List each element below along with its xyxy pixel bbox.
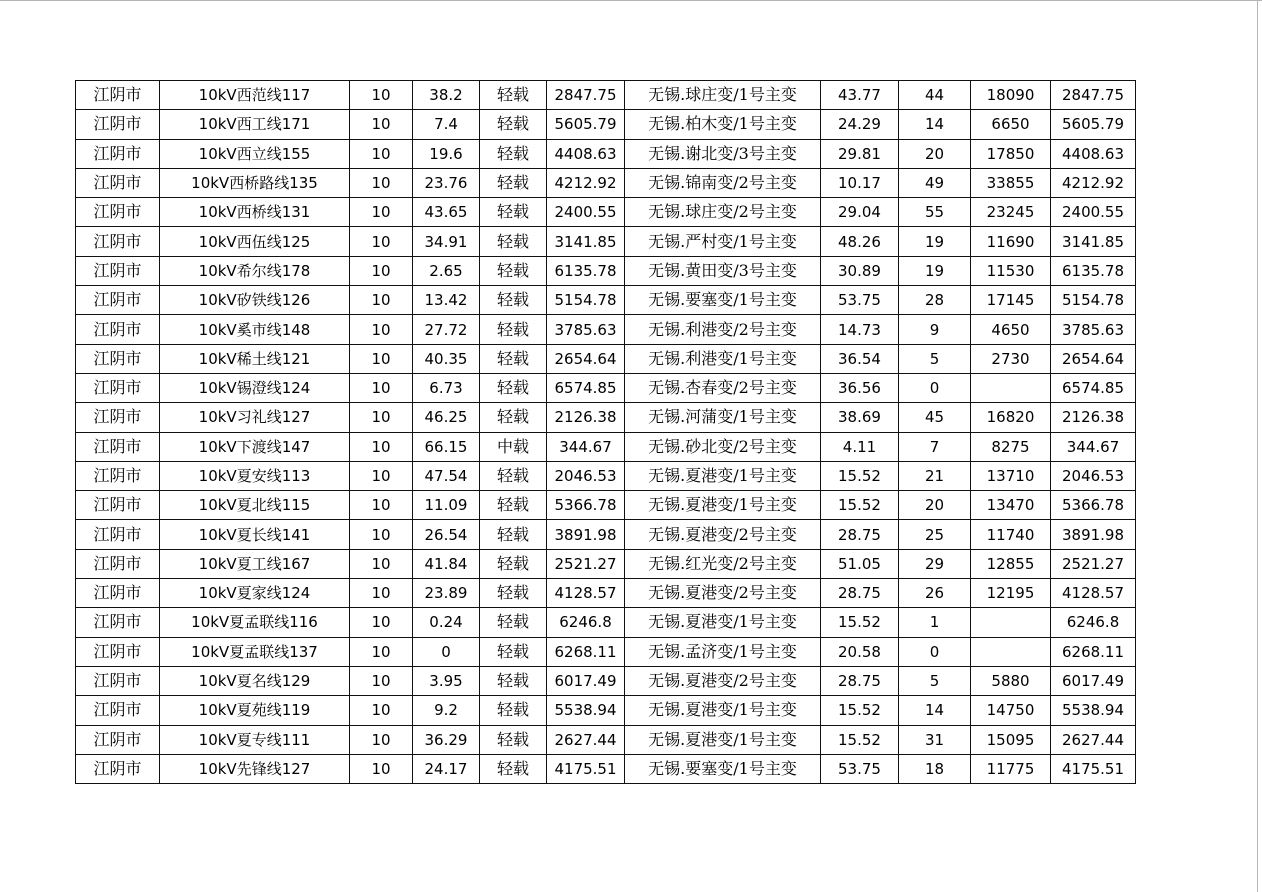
line-name-cell: 10kV习礼线127 [160,403,350,432]
value-cell: 6017.49 [547,666,625,695]
substation-cell: 无锡.黄田变/3号主变 [625,256,821,285]
voltage-cell: 10 [350,579,413,608]
value-cell: 2521.27 [547,549,625,578]
city-cell: 江阴市 [76,315,160,344]
substation-cell: 无锡.严村变/1号主变 [625,227,821,256]
table-row [76,579,1136,608]
substation-rate-cell: 28.75 [821,579,899,608]
value-repeat-cell: 4212.92 [1051,168,1136,197]
user-count-cell: 7 [899,432,971,461]
user-count-cell: 20 [899,491,971,520]
page-right-edge [1257,0,1258,892]
capacity-cell: 15095 [971,725,1051,754]
load-rate-cell: 13.42 [413,286,480,315]
voltage-cell: 10 [350,315,413,344]
value-repeat-cell: 6135.78 [1051,256,1136,285]
line-name-cell: 10kV夏专线111 [160,725,350,754]
substation-cell: 无锡.球庄变/1号主变 [625,81,821,110]
substation-rate-cell: 53.75 [821,754,899,783]
substation-rate-cell: 43.77 [821,81,899,110]
value-cell: 2654.64 [547,344,625,373]
voltage-cell: 10 [350,286,413,315]
value-cell: 344.67 [547,432,625,461]
table-row [76,520,1136,549]
load-level-cell: 轻载 [480,549,547,578]
table-row [76,754,1136,783]
value-cell: 6268.11 [547,637,625,666]
capacity-cell: 4650 [971,315,1051,344]
load-level-cell: 轻载 [480,666,547,695]
city-cell: 江阴市 [76,520,160,549]
city-cell: 江阴市 [76,373,160,402]
table-row [76,344,1136,373]
capacity-cell: 8275 [971,432,1051,461]
substation-cell: 无锡.柏木变/1号主变 [625,110,821,139]
value-repeat-cell: 6246.8 [1051,608,1136,637]
substation-cell: 无锡.要塞变/1号主变 [625,754,821,783]
substation-cell: 无锡.利港变/1号主变 [625,344,821,373]
load-rate-cell: 34.91 [413,227,480,256]
substation-rate-cell: 28.75 [821,666,899,695]
value-repeat-cell: 6017.49 [1051,666,1136,695]
substation-cell: 无锡.锦南变/2号主变 [625,168,821,197]
value-repeat-cell: 3785.63 [1051,315,1136,344]
voltage-cell: 10 [350,432,413,461]
substation-rate-cell: 38.69 [821,403,899,432]
value-repeat-cell: 4175.51 [1051,754,1136,783]
capacity-cell: 12195 [971,579,1051,608]
value-cell: 2126.38 [547,403,625,432]
user-count-cell: 29 [899,549,971,578]
substation-rate-cell: 10.17 [821,168,899,197]
load-level-cell: 轻载 [480,637,547,666]
city-cell: 江阴市 [76,139,160,168]
value-cell: 5538.94 [547,696,625,725]
value-repeat-cell: 5605.79 [1051,110,1136,139]
table-row [76,432,1136,461]
load-level-cell: 轻载 [480,139,547,168]
user-count-cell: 45 [899,403,971,432]
value-repeat-cell: 2046.53 [1051,461,1136,490]
value-repeat-cell: 2521.27 [1051,549,1136,578]
load-level-cell: 轻载 [480,198,547,227]
substation-cell: 无锡.夏港变/1号主变 [625,696,821,725]
voltage-cell: 10 [350,725,413,754]
table-row [76,286,1136,315]
substation-rate-cell: 36.56 [821,373,899,402]
table-row [76,227,1136,256]
user-count-cell: 20 [899,139,971,168]
voltage-cell: 10 [350,403,413,432]
capacity-cell [971,373,1051,402]
value-repeat-cell: 2627.44 [1051,725,1136,754]
city-cell: 江阴市 [76,198,160,227]
table-row [76,315,1136,344]
user-count-cell: 0 [899,373,971,402]
city-cell: 江阴市 [76,608,160,637]
table-row [76,168,1136,197]
value-cell: 6135.78 [547,256,625,285]
load-level-cell: 轻载 [480,754,547,783]
load-rate-cell: 24.17 [413,754,480,783]
voltage-cell: 10 [350,227,413,256]
capacity-cell: 17850 [971,139,1051,168]
substation-cell: 无锡.夏港变/1号主变 [625,608,821,637]
value-cell: 5366.78 [547,491,625,520]
user-count-cell: 25 [899,520,971,549]
load-level-cell: 轻载 [480,373,547,402]
load-rate-cell: 19.6 [413,139,480,168]
voltage-cell: 10 [350,696,413,725]
line-name-cell: 10kV夏安线113 [160,461,350,490]
load-rate-cell: 23.76 [413,168,480,197]
load-rate-cell: 11.09 [413,491,480,520]
voltage-cell: 10 [350,461,413,490]
city-cell: 江阴市 [76,579,160,608]
table-row [76,637,1136,666]
substation-rate-cell: 15.52 [821,608,899,637]
page-top-edge [0,0,1262,1]
user-count-cell: 44 [899,81,971,110]
load-rate-cell: 7.4 [413,110,480,139]
value-cell: 2400.55 [547,198,625,227]
value-repeat-cell: 5154.78 [1051,286,1136,315]
substation-rate-cell: 29.81 [821,139,899,168]
value-repeat-cell: 2400.55 [1051,198,1136,227]
city-cell: 江阴市 [76,754,160,783]
user-count-cell: 31 [899,725,971,754]
voltage-cell: 10 [350,608,413,637]
city-cell: 江阴市 [76,432,160,461]
load-rate-cell: 9.2 [413,696,480,725]
value-cell: 2847.75 [547,81,625,110]
substation-rate-cell: 20.58 [821,637,899,666]
substation-rate-cell: 48.26 [821,227,899,256]
voltage-cell: 10 [350,198,413,227]
capacity-cell: 12855 [971,549,1051,578]
city-cell: 江阴市 [76,461,160,490]
substation-rate-cell: 28.75 [821,520,899,549]
capacity-cell: 18090 [971,81,1051,110]
city-cell: 江阴市 [76,110,160,139]
line-name-cell: 10kV奚市线148 [160,315,350,344]
load-rate-cell: 6.73 [413,373,480,402]
substation-rate-cell: 36.54 [821,344,899,373]
load-rate-cell: 46.25 [413,403,480,432]
substation-cell: 无锡.夏港变/2号主变 [625,579,821,608]
voltage-cell: 10 [350,491,413,520]
line-name-cell: 10kV先锋线127 [160,754,350,783]
value-repeat-cell: 3891.98 [1051,520,1136,549]
capacity-cell [971,608,1051,637]
load-level-cell: 中载 [480,432,547,461]
substation-cell: 无锡.要塞变/1号主变 [625,286,821,315]
user-count-cell: 1 [899,608,971,637]
substation-cell: 无锡.孟济变/1号主变 [625,637,821,666]
value-repeat-cell: 5366.78 [1051,491,1136,520]
voltage-cell: 10 [350,256,413,285]
user-count-cell: 14 [899,110,971,139]
table-row [76,403,1136,432]
line-name-cell: 10kV下渡线147 [160,432,350,461]
city-cell: 江阴市 [76,696,160,725]
substation-rate-cell: 15.52 [821,491,899,520]
load-rate-cell: 0 [413,637,480,666]
load-level-cell: 轻载 [480,110,547,139]
value-repeat-cell: 3141.85 [1051,227,1136,256]
user-count-cell: 19 [899,256,971,285]
load-rate-cell: 0.24 [413,608,480,637]
value-repeat-cell: 2654.64 [1051,344,1136,373]
capacity-cell: 11740 [971,520,1051,549]
city-cell: 江阴市 [76,637,160,666]
line-name-cell: 10kV西桥路线135 [160,168,350,197]
capacity-cell: 23245 [971,198,1051,227]
voltage-cell: 10 [350,139,413,168]
substation-rate-cell: 15.52 [821,461,899,490]
line-name-cell: 10kV夏工线167 [160,549,350,578]
value-cell: 5605.79 [547,110,625,139]
substation-cell: 无锡.利港变/2号主变 [625,315,821,344]
substation-rate-cell: 15.52 [821,725,899,754]
table-row [76,81,1136,110]
table-row [76,608,1136,637]
user-count-cell: 55 [899,198,971,227]
value-cell: 5154.78 [547,286,625,315]
line-name-cell: 10kV西工线171 [160,110,350,139]
voltage-cell: 10 [350,637,413,666]
city-cell: 江阴市 [76,81,160,110]
value-cell: 6246.8 [547,608,625,637]
user-count-cell: 0 [899,637,971,666]
user-count-cell: 5 [899,666,971,695]
substation-cell: 无锡.球庄变/2号主变 [625,198,821,227]
substation-rate-cell: 15.52 [821,696,899,725]
value-cell: 3141.85 [547,227,625,256]
value-repeat-cell: 4408.63 [1051,139,1136,168]
substation-cell: 无锡.杏春变/2号主变 [625,373,821,402]
capacity-cell: 6650 [971,110,1051,139]
load-rate-cell: 23.89 [413,579,480,608]
value-cell: 6574.85 [547,373,625,402]
load-rate-cell: 26.54 [413,520,480,549]
capacity-cell: 2730 [971,344,1051,373]
substation-rate-cell: 29.04 [821,198,899,227]
user-count-cell: 26 [899,579,971,608]
load-level-cell: 轻载 [480,286,547,315]
city-cell: 江阴市 [76,725,160,754]
load-rate-cell: 2.65 [413,256,480,285]
substation-cell: 无锡.夏港变/2号主变 [625,520,821,549]
value-repeat-cell: 6574.85 [1051,373,1136,402]
value-cell: 4212.92 [547,168,625,197]
load-level-cell: 轻载 [480,256,547,285]
capacity-cell: 11530 [971,256,1051,285]
substation-rate-cell: 53.75 [821,286,899,315]
voltage-cell: 10 [350,168,413,197]
capacity-cell: 11690 [971,227,1051,256]
load-level-cell: 轻载 [480,344,547,373]
line-name-cell: 10kV西范线117 [160,81,350,110]
load-level-cell: 轻载 [480,696,547,725]
voltage-cell: 10 [350,81,413,110]
substation-rate-cell: 51.05 [821,549,899,578]
line-name-cell: 10kV西伍线125 [160,227,350,256]
load-rate-cell: 47.54 [413,461,480,490]
user-count-cell: 21 [899,461,971,490]
table-row [76,666,1136,695]
line-name-cell: 10kV锡澄线124 [160,373,350,402]
load-level-cell: 轻载 [480,403,547,432]
load-rate-cell: 38.2 [413,81,480,110]
load-level-cell: 轻载 [480,461,547,490]
value-cell: 2627.44 [547,725,625,754]
substation-rate-cell: 24.29 [821,110,899,139]
capacity-cell: 11775 [971,754,1051,783]
line-name-cell: 10kV夏名线129 [160,666,350,695]
substation-cell: 无锡.河蒲变/1号主变 [625,403,821,432]
capacity-cell: 13710 [971,461,1051,490]
user-count-cell: 14 [899,696,971,725]
value-repeat-cell: 2126.38 [1051,403,1136,432]
load-level-cell: 轻载 [480,227,547,256]
substation-cell: 无锡.谢北变/3号主变 [625,139,821,168]
capacity-cell: 17145 [971,286,1051,315]
city-cell: 江阴市 [76,227,160,256]
load-rate-cell: 27.72 [413,315,480,344]
load-level-cell: 轻载 [480,725,547,754]
voltage-cell: 10 [350,520,413,549]
capacity-cell: 14750 [971,696,1051,725]
value-repeat-cell: 6268.11 [1051,637,1136,666]
substation-cell: 无锡.夏港变/1号主变 [625,461,821,490]
city-cell: 江阴市 [76,344,160,373]
user-count-cell: 19 [899,227,971,256]
substation-rate-cell: 4.11 [821,432,899,461]
load-level-cell: 轻载 [480,168,547,197]
user-count-cell: 5 [899,344,971,373]
line-name-cell: 10kV夏孟联线137 [160,637,350,666]
line-name-cell: 10kV稀土线121 [160,344,350,373]
value-cell: 3785.63 [547,315,625,344]
voltage-cell: 10 [350,344,413,373]
capacity-cell [971,637,1051,666]
value-cell: 4128.57 [547,579,625,608]
voltage-cell: 10 [350,666,413,695]
line-name-cell: 10kV夏孟联线116 [160,608,350,637]
value-cell: 4175.51 [547,754,625,783]
table-row [76,725,1136,754]
user-count-cell: 49 [899,168,971,197]
city-cell: 江阴市 [76,256,160,285]
city-cell: 江阴市 [76,666,160,695]
city-cell: 江阴市 [76,491,160,520]
table-row [76,491,1136,520]
capacity-cell: 33855 [971,168,1051,197]
load-level-cell: 轻载 [480,579,547,608]
value-repeat-cell: 4128.57 [1051,579,1136,608]
line-name-cell: 10kV夏北线115 [160,491,350,520]
user-count-cell: 9 [899,315,971,344]
line-name-cell: 10kV希尔线178 [160,256,350,285]
line-name-cell: 10kV夏苑线119 [160,696,350,725]
table-row [76,256,1136,285]
capacity-cell: 13470 [971,491,1051,520]
table-row [76,461,1136,490]
load-level-cell: 轻载 [480,81,547,110]
voltage-cell: 10 [350,549,413,578]
load-level-cell: 轻载 [480,520,547,549]
substation-cell: 无锡.砂北变/2号主变 [625,432,821,461]
city-cell: 江阴市 [76,549,160,578]
line-name-cell: 10kV西桥线131 [160,198,350,227]
feeder-load-table [75,80,1136,784]
value-repeat-cell: 344.67 [1051,432,1136,461]
value-repeat-cell: 5538.94 [1051,696,1136,725]
substation-cell: 无锡.红光变/2号主变 [625,549,821,578]
city-cell: 江阴市 [76,403,160,432]
substation-cell: 无锡.夏港变/1号主变 [625,491,821,520]
substation-rate-cell: 14.73 [821,315,899,344]
load-level-cell: 轻载 [480,315,547,344]
table-row [76,549,1136,578]
table-row [76,139,1136,168]
table-body [76,81,1136,784]
load-rate-cell: 40.35 [413,344,480,373]
voltage-cell: 10 [350,373,413,402]
load-level-cell: 轻载 [480,491,547,520]
substation-cell: 无锡.夏港变/2号主变 [625,666,821,695]
table-row [76,110,1136,139]
load-rate-cell: 36.29 [413,725,480,754]
voltage-cell: 10 [350,754,413,783]
value-cell: 2046.53 [547,461,625,490]
substation-rate-cell: 30.89 [821,256,899,285]
user-count-cell: 28 [899,286,971,315]
line-name-cell: 10kV夏家线124 [160,579,350,608]
value-cell: 3891.98 [547,520,625,549]
line-name-cell: 10kV矽铁线126 [160,286,350,315]
value-cell: 4408.63 [547,139,625,168]
load-level-cell: 轻载 [480,608,547,637]
table-row [76,696,1136,725]
load-rate-cell: 3.95 [413,666,480,695]
load-rate-cell: 66.15 [413,432,480,461]
value-repeat-cell: 2847.75 [1051,81,1136,110]
capacity-cell: 16820 [971,403,1051,432]
substation-cell: 无锡.夏港变/1号主变 [625,725,821,754]
table-row [76,373,1136,402]
city-cell: 江阴市 [76,286,160,315]
load-rate-cell: 41.84 [413,549,480,578]
user-count-cell: 18 [899,754,971,783]
city-cell: 江阴市 [76,168,160,197]
table-row [76,198,1136,227]
line-name-cell: 10kV西立线155 [160,139,350,168]
load-rate-cell: 43.65 [413,198,480,227]
line-name-cell: 10kV夏长线141 [160,520,350,549]
voltage-cell: 10 [350,110,413,139]
capacity-cell: 5880 [971,666,1051,695]
